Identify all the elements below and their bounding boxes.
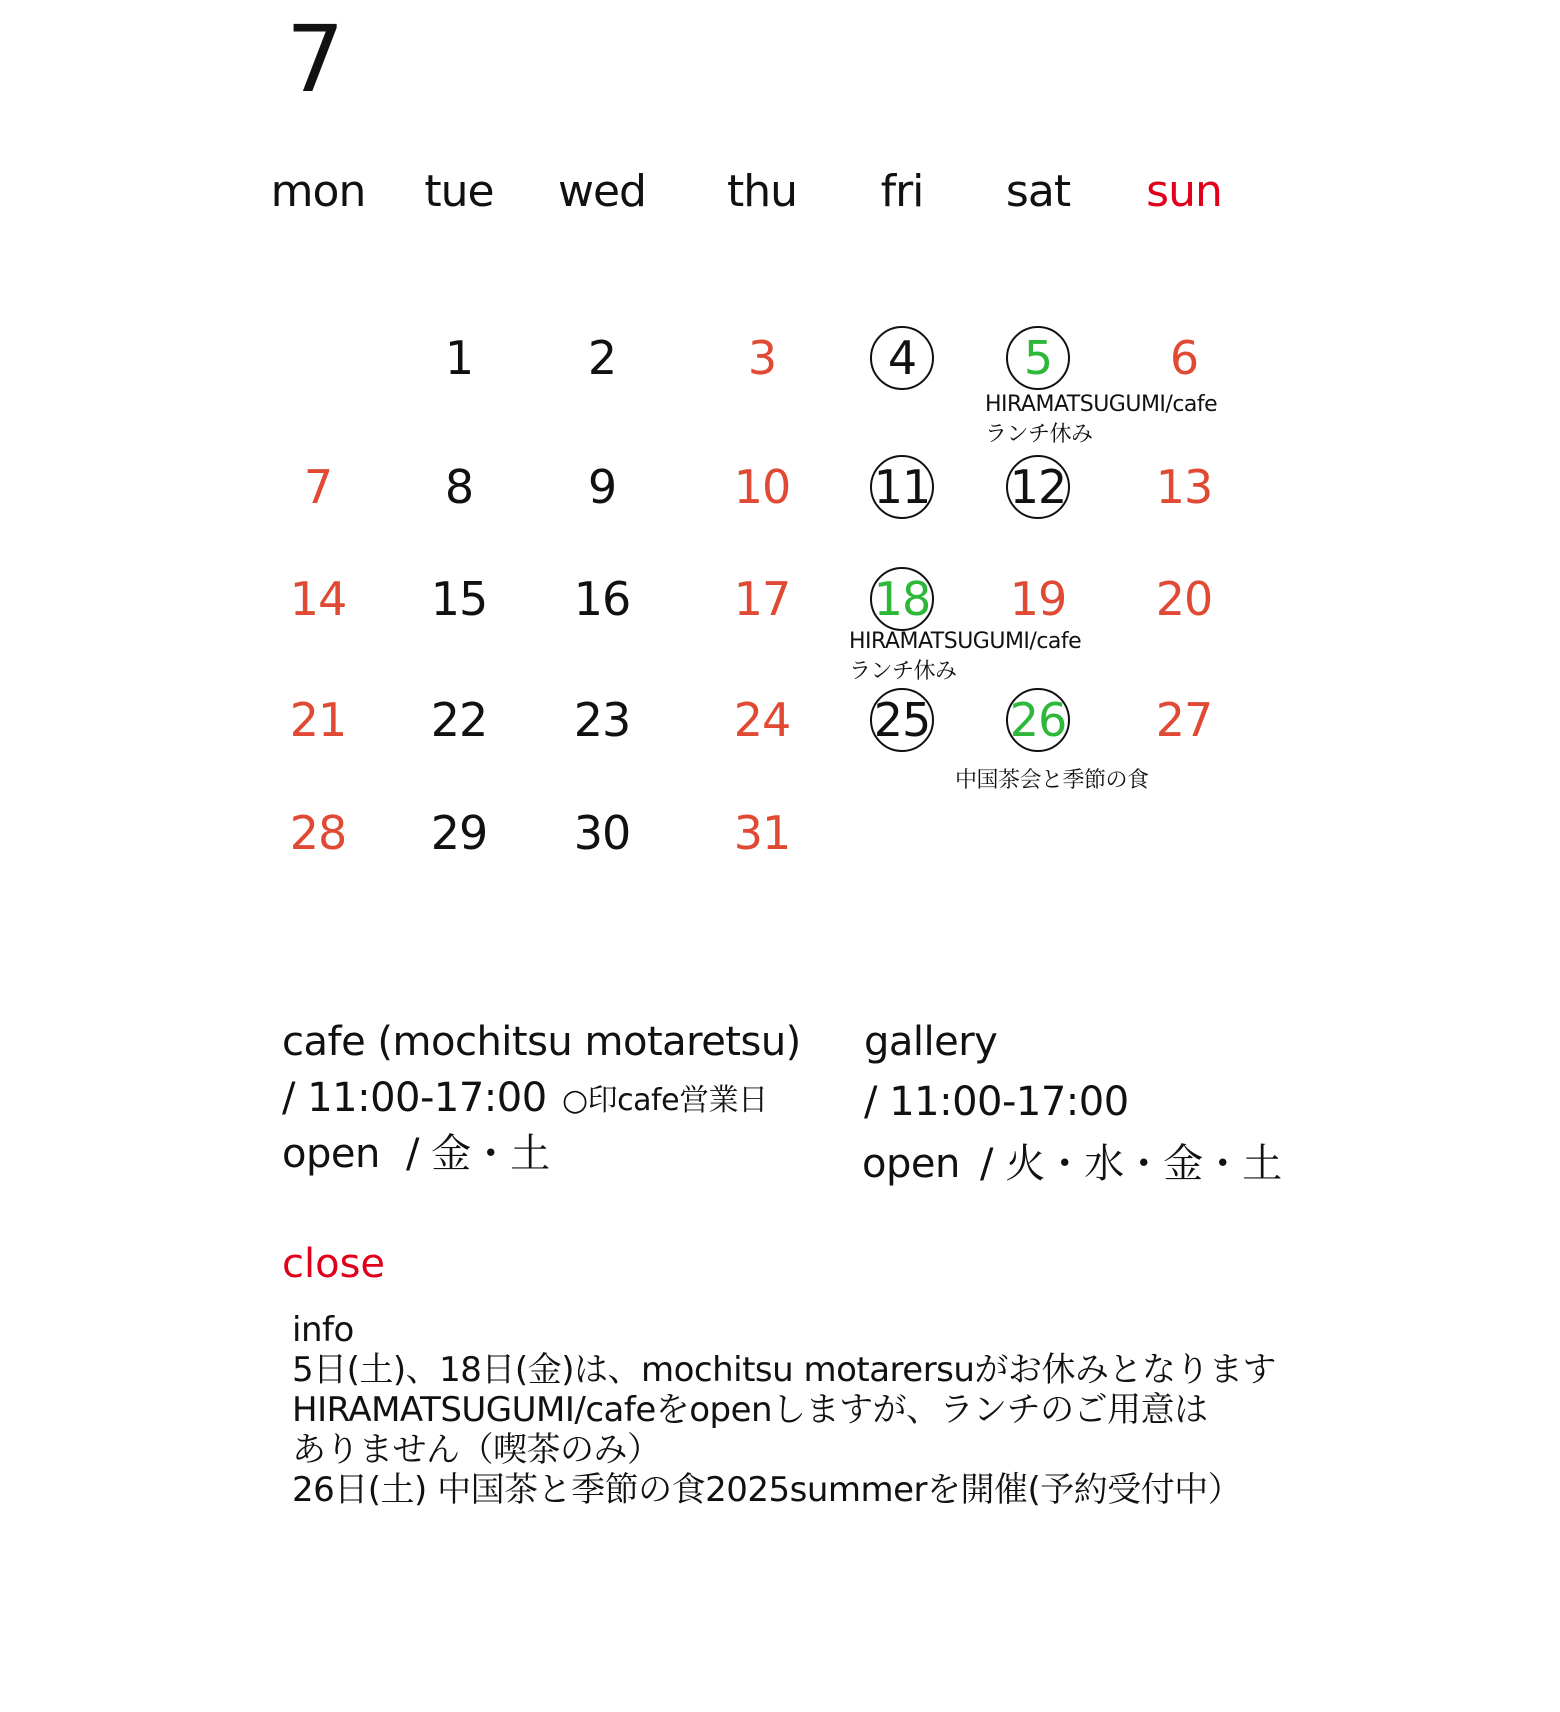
day-21: 21 [289,693,347,747]
day-2: 2 [587,331,617,385]
day-4: 4 [887,331,917,385]
day-5-note-line2: ランチ休み [985,422,1093,447]
cafe-open-label: open [282,1131,380,1177]
gallery-open-label: open [862,1141,960,1187]
day-7: 7 [303,460,333,514]
weekday-4: fri [880,166,924,217]
gallery-title: gallery [864,1019,998,1065]
day-23: 23 [573,693,631,747]
weekday-2: wed [558,166,646,217]
day-15: 15 [430,572,488,626]
day-18-note [849,627,1081,687]
day-1: 1 [444,331,474,385]
day-19: 19 [1009,572,1067,626]
day-22: 22 [430,693,488,747]
day-5-note-line1: HIRAMATSUGUMI/cafe [985,392,1218,417]
gallery-hours: / 11:00-17:00 [864,1079,1129,1125]
day-17: 17 [733,572,791,626]
day-8: 8 [444,460,474,514]
day-14: 14 [289,572,347,626]
cafe-title: cafe (mochitsu motaretsu) [282,1019,801,1065]
day-18-note-line2: ランチ休み [849,659,957,684]
close-legend: close [282,1241,386,1287]
day-26: 26 [1009,693,1067,747]
day-29: 29 [430,806,488,860]
weekday-6: sun [1146,166,1222,217]
info-title: info [292,1310,354,1350]
day-30: 30 [573,806,631,860]
day-27: 27 [1155,693,1213,747]
info-line-2: HIRAMATSUGUMI/cafeをopenしますが、ランチのご用意は [292,1390,1208,1430]
day-31: 31 [733,806,791,860]
day-5-note [985,390,1217,450]
day-26-note: 中国茶会と季節の食 [955,768,1149,793]
day-28: 28 [289,806,347,860]
day-24: 24 [733,693,791,747]
info-line-4: 26日(土) 中国茶と季節の食2025summerを開催(予約受付中） [292,1470,1242,1510]
info-line-3: ありません（喫茶のみ） [292,1430,661,1470]
cafe-marker-note: ○印cafe営業日 [562,1083,768,1118]
cafe-hours: / 11:00-17:00 [282,1075,547,1121]
info-line-1: 5日(土)、18日(金)は、mochitsu motarersuがお休みとなります [292,1350,1276,1390]
gallery-open-days: / 火・水・金・土 [980,1141,1282,1187]
month-number: 7 [286,6,343,113]
day-5: 5 [1023,331,1053,385]
day-25: 25 [873,693,931,747]
day-11: 11 [873,460,931,514]
weekday-3: thu [726,166,798,217]
info-section [292,1310,1276,1510]
day-13: 13 [1155,460,1213,514]
day-16: 16 [573,572,631,626]
day-10: 10 [733,460,791,514]
day-3: 3 [747,331,777,385]
day-20: 20 [1155,572,1213,626]
weekday-0: mon [270,166,366,217]
weekday-1: tue [424,166,494,217]
day-6: 6 [1169,331,1199,385]
day-12: 12 [1009,460,1067,514]
day-9: 9 [587,460,617,514]
day-18-note-line1: HIRAMATSUGUMI/cafe [849,629,1082,654]
weekday-5: sat [1005,166,1071,217]
cafe-open-days: / 金・土 [406,1131,550,1177]
day-18: 18 [873,572,931,626]
